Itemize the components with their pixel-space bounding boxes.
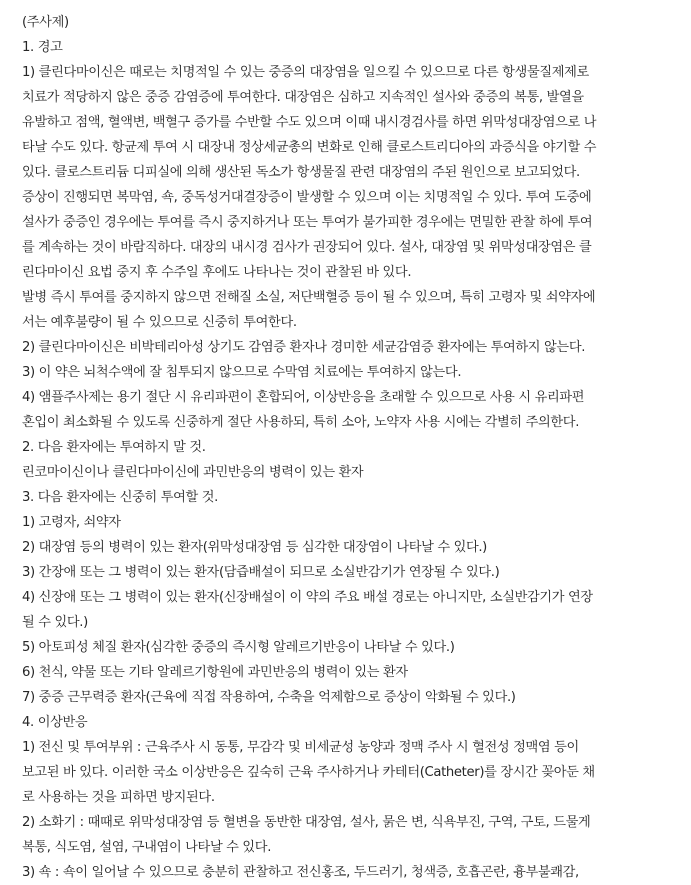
warning-1-line: 치료가 적당하지 않은 중증 감염증에 투여한다. 대장염은 심하고 지속적인 설사와 중증의 복통, 발열을 (22, 90, 584, 105)
warning-3-line: 3) 이 약은 뇌척수액에 잘 침투되지 않으므로 수막염 치료에는 투여하지 않는다. (22, 365, 462, 380)
warning-1-line: 린다마이신 요법 중지 후 수주일 후에도 나타나는 것이 관찰된 바 있다. (22, 265, 412, 280)
adverse-reaction-line: 1) 전신 및 투여부위 : 근육주사 시 동통, 무감각 및 비세균성 농양과 정맥 주사 시 혈전성 정맥염 등이 (22, 740, 579, 755)
heading-contraindications: 2. 다음 환자에는 투여하지 말 것. (22, 440, 206, 455)
section-header-injection: (주사제) (22, 15, 69, 30)
adverse-reaction-line: 3) 쇽 : 쇽이 일어날 수 있으므로 충분히 관찰하고 전신홍조, 두드러기, 청색증, 호흡곤란, 흉부불쾌감, (22, 865, 579, 880)
adverse-reaction-line: 보고된 바 있다. 이러한 국소 이상반응은 깊숙히 근육 주사하거나 카테터(Catheter)를 장시간 꽂아둔 채 (22, 765, 595, 780)
warning-4-line: 혼입이 최소화될 수 있도록 신중하게 절단 사용하되, 특히 소아, 노약자 사용 시에는 각별히 주의한다. (22, 415, 580, 430)
warning-4-line: 4) 앰플주사제는 용기 절단 시 유리파편이 혼합되어, 이상반응을 초래할 수 있으므로 사용 시 유리파편 (22, 390, 585, 405)
precaution-line: 6) 천식, 약물 또는 기타 알레르기항원에 과민반응의 병력이 있는 환자 (22, 665, 408, 680)
precaution-line: 될 수 있다.) (22, 615, 88, 630)
precaution-line: 4) 신장애 또는 그 병력이 있는 환자(신장배설이 이 약의 주요 배설 경로는 아니지만, 소실반감기가 연장 (22, 590, 593, 605)
precaution-line: 7) 중증 근무력증 환자(근육에 직접 작용하여, 수축을 억제함으로 증상이 악화될 수 있다.) (22, 690, 516, 705)
precaution-line: 3) 간장애 또는 그 병력이 있는 환자(담즙배설이 되므로 소실반감기가 연장될 수 있다.) (22, 565, 500, 580)
adverse-reaction-line: 복통, 식도염, 설염, 구내염이 나타날 수 있다. (22, 840, 272, 855)
heading-precautions: 3. 다음 환자에는 신중히 투여할 것. (22, 490, 218, 505)
adverse-reaction-line: 2) 소화기 : 때때로 위막성대장염 등 혈변을 동반한 대장염, 설사, 묽은 변, 식욕부진, 구역, 구토, 드물게 (22, 815, 591, 830)
warning-1-line: 발병 즉시 투여를 중지하지 않으면 전해질 소실, 저단백혈증 등이 될 수 있으며, 특히 고령자 및 쇠약자에 (22, 290, 596, 305)
warning-1-line: 서는 예후불량이 될 수 있으므로 신중히 투여한다. (22, 315, 297, 330)
warning-1-line: 증상이 진행되면 복막염, 쇽, 중독성거대결장증이 발생할 수 있으며 이는 치명적일 수 있다. 투여 도중에 (22, 190, 592, 205)
warning-1-line: 있다. 클로스트리듐 디피실에 의해 생산된 독소가 항생물질 관련 대장염의 주된 원인으로 보고되었다. (22, 165, 580, 180)
heading-adverse-reactions: 4. 이상반응 (22, 715, 88, 730)
adverse-reaction-line: 로 사용하는 것을 피하면 방지된다. (22, 790, 215, 805)
warning-1-line: 유발하고 점액, 혈액변, 백혈구 증가를 수반할 수도 있으며 이때 내시경검사를 하면 위막성대장염으로 나 (22, 115, 597, 130)
precaution-line: 2) 대장염 등의 병력이 있는 환자(위막성대장염 등 심각한 대장염이 나타날 수 있다.) (22, 540, 487, 555)
heading-warnings: 1. 경고 (22, 40, 63, 55)
precaution-line: 5) 아토피성 체질 환자(심각한 중증의 즉시형 알레르기반응이 나타날 수 있다.) (22, 640, 455, 655)
precaution-line: 1) 고령자, 쇠약자 (22, 515, 121, 530)
contraindication-line: 린코마이신이나 클린다마이신에 과민반응의 병력이 있는 환자 (22, 465, 364, 480)
drug-information-document (22, 10, 686, 885)
warning-1-line: 설사가 중증인 경우에는 투여를 즉시 중지하거나 또는 투여가 불가피한 경우에는 면밀한 관찰 하에 투여 (22, 215, 593, 230)
warning-2-line: 2) 클린다마이신은 비박테리아성 상기도 감염증 환자나 경미한 세균감염증 환자에는 투여하지 않는다. (22, 340, 586, 355)
warning-1-line: 타날 수도 있다. 항균제 투여 시 대장내 정상세균총의 변화로 인해 클로스트리디아의 과증식을 야기할 수 (22, 140, 597, 155)
warning-1-line: 1) 클린다마이신은 때로는 치명적일 수 있는 중증의 대장염을 일으킬 수 있으므로 다른 항생물질제제로 (22, 65, 589, 80)
warning-1-line: 를 계속하는 것이 바람직하다. 대장의 내시경 검사가 권장되어 있다. 설사, 대장염 및 위막성대장염은 클 (22, 240, 592, 255)
